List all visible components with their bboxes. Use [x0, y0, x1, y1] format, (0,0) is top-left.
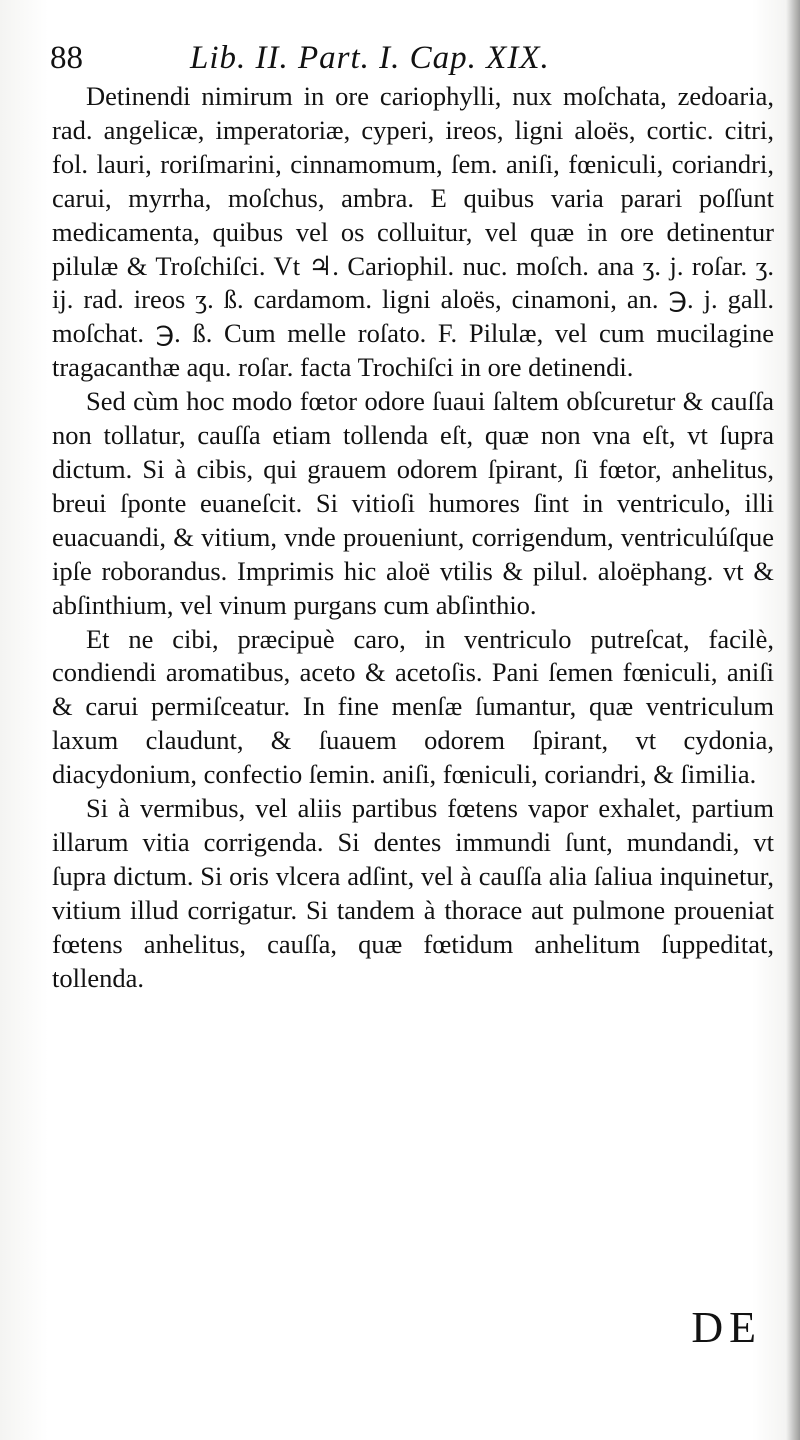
catchword: DE — [691, 1303, 762, 1352]
running-title: Lib. II. Part. I. Cap. XIX. — [190, 40, 550, 76]
page-number: 88 — [50, 40, 83, 76]
paragraph-1: Detinendi nimirum in ore cariophylli, nux moſchata, zedoaria, rad. angelicæ, imperatoriæ, cyperi, ireos, ligni aloës, cortic. citri, fol. lauri, roriſmarini, cinnamomum, ſem. aniſi, fœniculi, coriandri, carui, myrrha, moſchus, ambra. E quibus varia parari poſſunt medicamenta, quibus vel os colluitur, vel quæ in ore detinentur pilulæ & Troſchiſci. Vt ♃. Cariophil. nuc. moſch. ana ʒ. j. roſar. ʒ. ij. rad. ireos ʒ. ß. cardamom. ligni aloës, cinamoni, an. ℈. j. gall. moſchat. ℈. ß. Cum melle roſato. F. Pilulæ, vel cum mucilagine tragacanthæ aqu. roſar. facta Trochiſci in ore detinendi. — [52, 81, 774, 383]
paragraph-3: Et ne cibi, præcipuè caro, in ventriculo putreſcat, facilè, condiendi aromatibus, aceto & acetoſis. Pani ſemen fœniculi, aniſi & carui permiſceatur. In fine menſæ ſumantur, quæ ventriculum laxum claudunt, & ſuauem odorem ſpirant, vt cydonia, diacydonium, confectio ſemin. aniſi, fœniculi, coriandri, & ſimilia. — [52, 623, 774, 790]
page-edge-shadow — [786, 0, 800, 1440]
body-text — [52, 80, 774, 995]
paragraph-2: Sed cùm hoc modo fœtor odore ſuaui ſaltem obſcuretur & cauſſa non tollatur, cauſſa etiam tollenda eſt, quæ non vna eſt, vt ſupra dictum. Si à cibis, qui grauem odorem ſpirant, ſi fœtor, anhelitus, breui ſponte euaneſcit. Si vitioſi humores ſint in ventriculo, illi euacuandi, & vitium, vnde proueniunt, corrigendum, ventriculúſque ipſe roborandus. Imprimis hic aloë vtilis & pilul. aloëphang. vt & abſinthium, vel vinum purgans cum abſinthio. — [52, 386, 774, 620]
paragraph-4: Si à vermibus, vel aliis partibus fœtens vapor exhalet, partium illarum vitia corrigenda. Si dentes immundi ſunt, mundandi, vt ſupra dictum. Si oris vlcera adſint, vel à cauſſa alia ſaliua inquinetur, vitium illud corrigatur. Si tandem à thorace aut pulmone proueniat fœtens anhelitus, cauſſa, quæ fœtidum anhelitum ſuppeditat, tollenda. — [52, 793, 774, 993]
